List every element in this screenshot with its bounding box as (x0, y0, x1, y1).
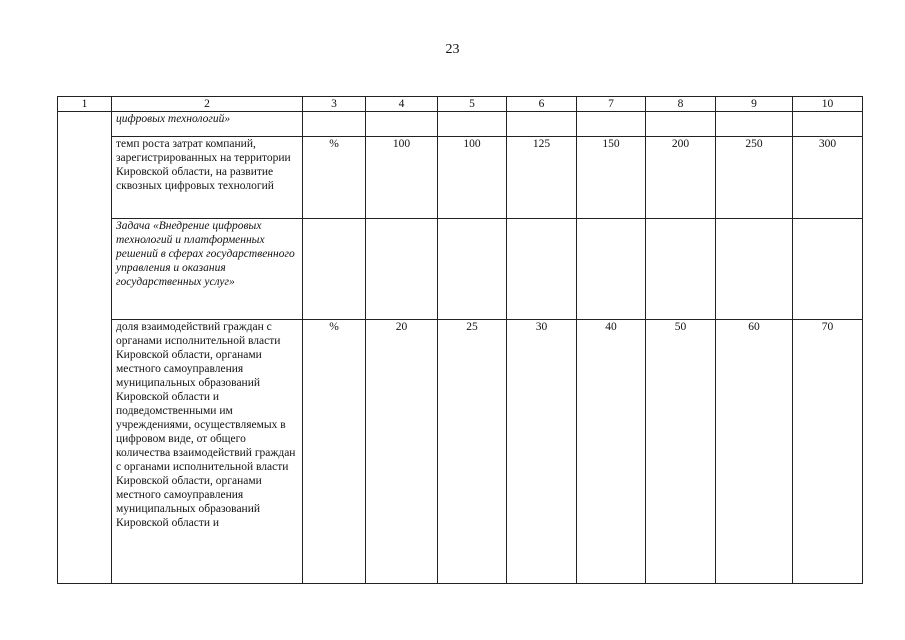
unit-cell (303, 112, 366, 137)
value-cell: 250 (716, 137, 793, 219)
value-cell: 100 (366, 137, 438, 219)
value-cell: 25 (438, 320, 507, 584)
header-cell: 6 (507, 97, 577, 112)
indicator-description: доля взаимодействий граждан с органами исполнительной власти Кировской области, органами местного самоуправления муниципальных образований Кировской области и подведомственными им учреждениями, осуществляемых в цифровом виде, от общего количества взаимодействий граждан с органами исполнительной власти Кировской области, органами местного самоуправления муниципальных образований Кировской области и (112, 320, 303, 584)
value-cell (366, 112, 438, 137)
header-cell: 9 (716, 97, 793, 112)
value-cell: 300 (793, 137, 863, 219)
header-cell: 8 (646, 97, 716, 112)
value-cell (577, 112, 646, 137)
value-cell (438, 219, 507, 320)
unit-cell: % (303, 320, 366, 584)
value-cell (438, 112, 507, 137)
header-cell: 4 (366, 97, 438, 112)
value-cell: 30 (507, 320, 577, 584)
value-cell (507, 112, 577, 137)
header-row (58, 97, 863, 112)
unit-cell (303, 219, 366, 320)
header-cell: 7 (577, 97, 646, 112)
header-cell: 1 (58, 97, 112, 112)
value-cell (646, 112, 716, 137)
task-description: Задача «Внедрение цифровых технологий и платформенных решений в сферах государственного управления и оказания государственных услуг» (112, 219, 303, 320)
value-cell (716, 112, 793, 137)
value-cell (793, 112, 863, 137)
value-cell (646, 219, 716, 320)
page-number: 23 (445, 42, 460, 57)
header-cell: 5 (438, 97, 507, 112)
table-row (58, 112, 863, 137)
header-cell: 10 (793, 97, 863, 112)
value-cell (793, 219, 863, 320)
table-row (58, 137, 863, 219)
merged-cell-col1 (58, 112, 112, 584)
table-row (58, 219, 863, 320)
value-cell: 60 (716, 320, 793, 584)
value-cell (716, 219, 793, 320)
indicator-description: цифровых технологий» (112, 112, 303, 137)
value-cell (577, 219, 646, 320)
value-cell: 20 (366, 320, 438, 584)
value-cell (507, 219, 577, 320)
value-cell: 150 (577, 137, 646, 219)
value-cell: 100 (438, 137, 507, 219)
table-row (58, 320, 863, 584)
value-cell: 70 (793, 320, 863, 584)
value-cell: 40 (577, 320, 646, 584)
header-cell: 2 (112, 97, 303, 112)
value-cell: 125 (507, 137, 577, 219)
indicators-table (57, 96, 863, 584)
value-cell: 200 (646, 137, 716, 219)
indicator-description: темп роста затрат компаний, зарегистрированных на территории Кировской области, на развитие сквозных цифровых технологий (112, 137, 303, 219)
header-cell: 3 (303, 97, 366, 112)
value-cell: 50 (646, 320, 716, 584)
value-cell (366, 219, 438, 320)
unit-cell: % (303, 137, 366, 219)
